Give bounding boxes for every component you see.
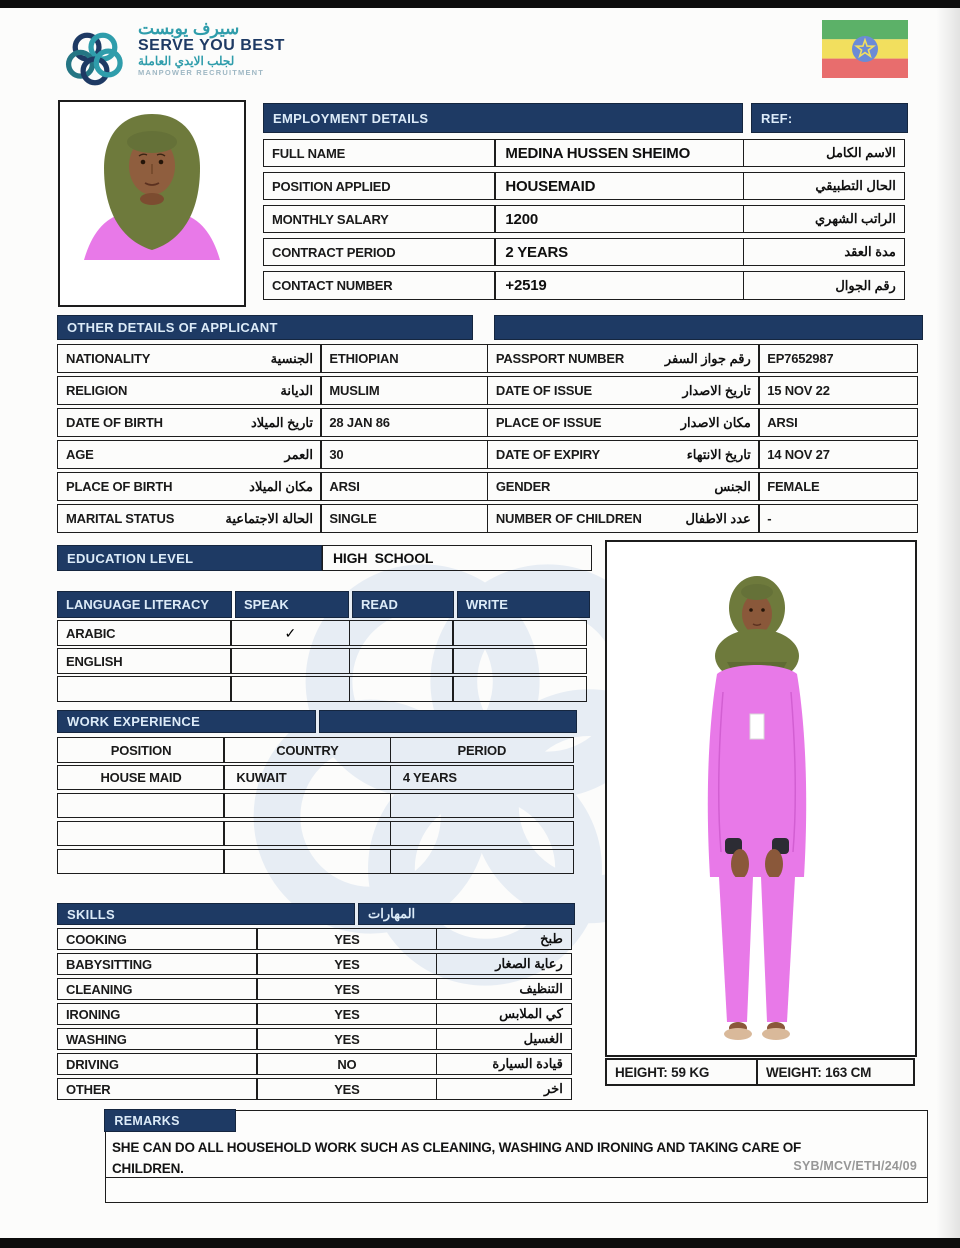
write-checkbox	[452, 676, 587, 702]
agency-logo-text	[138, 20, 285, 100]
field-value: 1200	[494, 205, 744, 233]
field-value: 2 YEARS	[494, 238, 744, 266]
period-value	[390, 821, 574, 846]
field-value: ETHIOPIAN	[320, 344, 488, 373]
other-details-row	[57, 344, 918, 373]
work-experience-row	[57, 765, 574, 790]
skill-value: YES	[256, 1028, 437, 1050]
employment-row	[263, 238, 905, 266]
fullbody-illustration	[607, 542, 915, 1055]
agency-logo-icon	[62, 26, 128, 92]
skill-value: YES	[256, 978, 437, 1000]
other-details-row	[57, 472, 918, 501]
column-header: WRITE	[457, 591, 590, 618]
field-label-arabic: الحال التطبيقي	[743, 172, 905, 200]
skill-value: YES	[256, 953, 437, 975]
language-name: ARABIC	[57, 620, 232, 646]
column-header: SPEAK	[235, 591, 349, 618]
work-experience-row	[57, 821, 574, 846]
field-label: DATE OF EXPIRY	[495, 447, 600, 462]
field-label-arabic: عدد الاطفال	[685, 510, 751, 526]
period-value: 4 YEARS	[390, 765, 574, 790]
skill-row	[57, 978, 572, 1000]
skill-row	[57, 1028, 572, 1050]
column-header: COUNTRY	[223, 737, 391, 763]
education-level-row	[322, 545, 592, 571]
field-label-arabic: الراتب الشهري	[743, 205, 905, 233]
field-label-arabic: مكان الاصدار	[680, 414, 751, 430]
skill-name-arabic: قيادة السيارة	[436, 1053, 572, 1075]
logo-name: SERVE YOU BEST	[138, 36, 285, 54]
period-value	[390, 849, 574, 874]
education-level-value: HIGH SCHOOL	[322, 545, 592, 571]
field-label-arabic: رقم الجوال	[743, 271, 905, 300]
remarks-section-header: REMARKS	[104, 1109, 236, 1132]
field-label: NUMBER OF CHILDREN	[495, 511, 642, 526]
field-label: POSITION APPLIED	[263, 172, 496, 200]
write-checkbox	[452, 620, 587, 646]
field-value: -	[758, 504, 918, 533]
work-experience-columns	[57, 737, 574, 763]
skill-name: DRIVING	[57, 1053, 258, 1075]
applicant-fullbody-photo	[605, 540, 917, 1057]
field-label: CONTRACT PERIOD	[263, 238, 496, 266]
field-label-arabic: مكان الميلاد	[249, 478, 313, 494]
scan-shadow	[936, 8, 960, 1238]
agency-logo	[62, 20, 362, 100]
other-details-row	[57, 376, 918, 405]
other-details-row	[57, 408, 918, 437]
scan-bottom-edge	[0, 1238, 960, 1248]
position-value	[57, 793, 225, 818]
field-value: +2519	[494, 271, 744, 300]
field-value: SINGLE	[320, 504, 488, 533]
skill-name: IRONING	[57, 1003, 258, 1025]
field-label-arabic: العمر	[284, 446, 313, 462]
skill-row	[57, 1053, 572, 1075]
work-experience-header-spacer	[319, 710, 577, 733]
field-value: 15 NOV 22	[758, 376, 918, 405]
field-value: EP7652987	[758, 344, 918, 373]
remarks-divider	[106, 1177, 927, 1178]
employment-ref-label: REF:	[751, 103, 908, 133]
write-checkbox	[452, 648, 587, 674]
field-label-arabic: تاريخ الاصدار	[682, 382, 751, 398]
language-name	[57, 676, 232, 702]
field-value: ARSI	[320, 472, 488, 501]
period-value	[390, 793, 574, 818]
field-label-arabic: الاسم الكامل	[743, 139, 905, 167]
field-label-arabic: تاريخ الانتهاء	[686, 446, 751, 462]
employment-row	[263, 172, 905, 200]
skill-value: YES	[256, 928, 437, 950]
skill-row	[57, 1003, 572, 1025]
language-literacy-header	[57, 591, 590, 618]
field-label-arabic: تاريخ الميلاد	[250, 414, 313, 430]
field-label: MONTHLY SALARY	[263, 205, 496, 233]
field-value: FEMALE	[758, 472, 918, 501]
speak-checkbox	[230, 676, 350, 702]
skill-name: OTHER	[57, 1078, 258, 1100]
height-value: HEIGHT: 59 KG	[605, 1058, 758, 1086]
other-details-section-header: OTHER DETAILS OF APPLICANT	[57, 315, 473, 340]
employment-row	[263, 205, 905, 233]
read-checkbox	[349, 648, 454, 674]
skill-name-arabic: كي الملابس	[436, 1003, 572, 1025]
skill-name-arabic: رعاية الصغار	[436, 953, 572, 975]
column-header: READ	[352, 591, 454, 618]
remarks-text: SHE CAN DO ALL HOUSEHOLD WORK SUCH AS CLEANING, WASHING AND IRONING AND TAKING CARE OF CHILDREN.	[112, 1140, 802, 1176]
work-experience-row	[57, 793, 574, 818]
logo-arabic-title: سيرف يوبست	[138, 19, 240, 38]
skill-name-arabic: طبخ	[436, 928, 572, 950]
field-label: FULL NAME	[263, 139, 496, 167]
field-label: DATE OF BIRTH	[66, 415, 163, 430]
country-value	[223, 793, 391, 818]
field-value: 28 JAN 86	[320, 408, 488, 437]
skill-row	[57, 1078, 572, 1100]
field-label: AGE	[66, 447, 94, 462]
position-value	[57, 821, 225, 846]
country-value: KUWAIT	[223, 765, 391, 790]
country-value	[223, 821, 391, 846]
language-row	[57, 648, 587, 674]
logo-tagline: MANPOWER RECRUITMENT	[138, 68, 265, 78]
field-label: CONTACT NUMBER	[263, 271, 496, 300]
field-value: MUSLIM	[320, 376, 488, 405]
ethiopia-flag-icon	[822, 20, 908, 78]
field-label: NATIONALITY	[66, 351, 151, 366]
skill-name: BABYSITTING	[57, 953, 258, 975]
other-details-header-spacer	[494, 315, 923, 340]
employment-row	[263, 139, 905, 167]
field-label-arabic: مدة العقد	[743, 238, 905, 266]
other-details-row	[57, 504, 918, 533]
work-experience-row	[57, 849, 574, 874]
field-value: 30	[320, 440, 488, 469]
field-value: MEDINA HUSSEN SHEIMO	[494, 139, 744, 167]
field-label: PASSPORT NUMBER	[495, 351, 625, 366]
skill-value: YES	[256, 1078, 437, 1100]
skill-row	[57, 953, 572, 975]
speak-checkbox	[230, 648, 350, 674]
skill-row	[57, 928, 572, 950]
skills-section-header: SKILLS	[57, 903, 355, 925]
employment-section-header: EMPLOYMENT DETAILS	[263, 103, 743, 133]
read-checkbox	[349, 676, 454, 702]
language-name: ENGLISH	[57, 648, 232, 674]
skill-name: CLEANING	[57, 978, 258, 1000]
skill-name-arabic: الغسيل	[436, 1028, 572, 1050]
skill-name: WASHING	[57, 1028, 258, 1050]
field-label: PLACE OF BIRTH	[66, 479, 173, 494]
field-label: GENDER	[495, 479, 551, 494]
logo-arabic-subtitle: لجلب الايدي العاملة	[138, 53, 235, 68]
field-value: 14 NOV 27	[758, 440, 918, 469]
country-value	[223, 849, 391, 874]
skill-value: NO	[256, 1053, 437, 1075]
field-label: PLACE OF ISSUE	[495, 415, 602, 430]
work-experience-section-header: WORK EXPERIENCE	[57, 710, 316, 733]
position-value: HOUSE MAID	[57, 765, 225, 790]
remarks-box	[105, 1110, 928, 1203]
field-value: ARSI	[758, 408, 918, 437]
employment-row	[263, 271, 905, 300]
other-details-row	[57, 440, 918, 469]
field-label-arabic: الجنس	[714, 478, 751, 494]
scan-top-edge	[0, 0, 960, 8]
height-weight-bar	[605, 1058, 915, 1086]
field-label: MARITAL STATUS	[66, 511, 175, 526]
field-value: HOUSEMAID	[494, 172, 744, 200]
field-label: DATE OF ISSUE	[495, 383, 592, 398]
skill-name-arabic: اخر	[436, 1078, 572, 1100]
weight-value: WEIGHT: 163 CM	[756, 1058, 915, 1086]
column-header: POSITION	[57, 737, 225, 763]
skill-value: YES	[256, 1003, 437, 1025]
read-checkbox	[349, 620, 454, 646]
column-header: PERIOD	[390, 737, 574, 763]
language-row	[57, 620, 587, 646]
education-level-label: EDUCATION LEVEL	[57, 545, 322, 571]
document-ref-code: SYB/MCV/ETH/24/09	[793, 1159, 917, 1173]
portrait-illustration	[60, 102, 244, 305]
column-header: LANGUAGE LITERACY	[57, 591, 232, 618]
field-label-arabic: الديانة	[280, 382, 313, 398]
language-row	[57, 676, 587, 702]
field-label: RELIGION	[66, 383, 128, 398]
field-label-arabic: رقم جواز السفر	[664, 350, 751, 366]
field-label-arabic: الجنسية	[270, 350, 313, 366]
position-value	[57, 849, 225, 874]
applicant-portrait-photo	[58, 100, 246, 307]
skills-section-header-arabic: المهارات	[358, 903, 575, 925]
skill-name: COOKING	[57, 928, 258, 950]
skill-name-arabic: التنظيف	[436, 978, 572, 1000]
speak-checkbox: ✓	[230, 620, 350, 646]
field-label-arabic: الحالة الاجتماعية	[225, 510, 313, 526]
